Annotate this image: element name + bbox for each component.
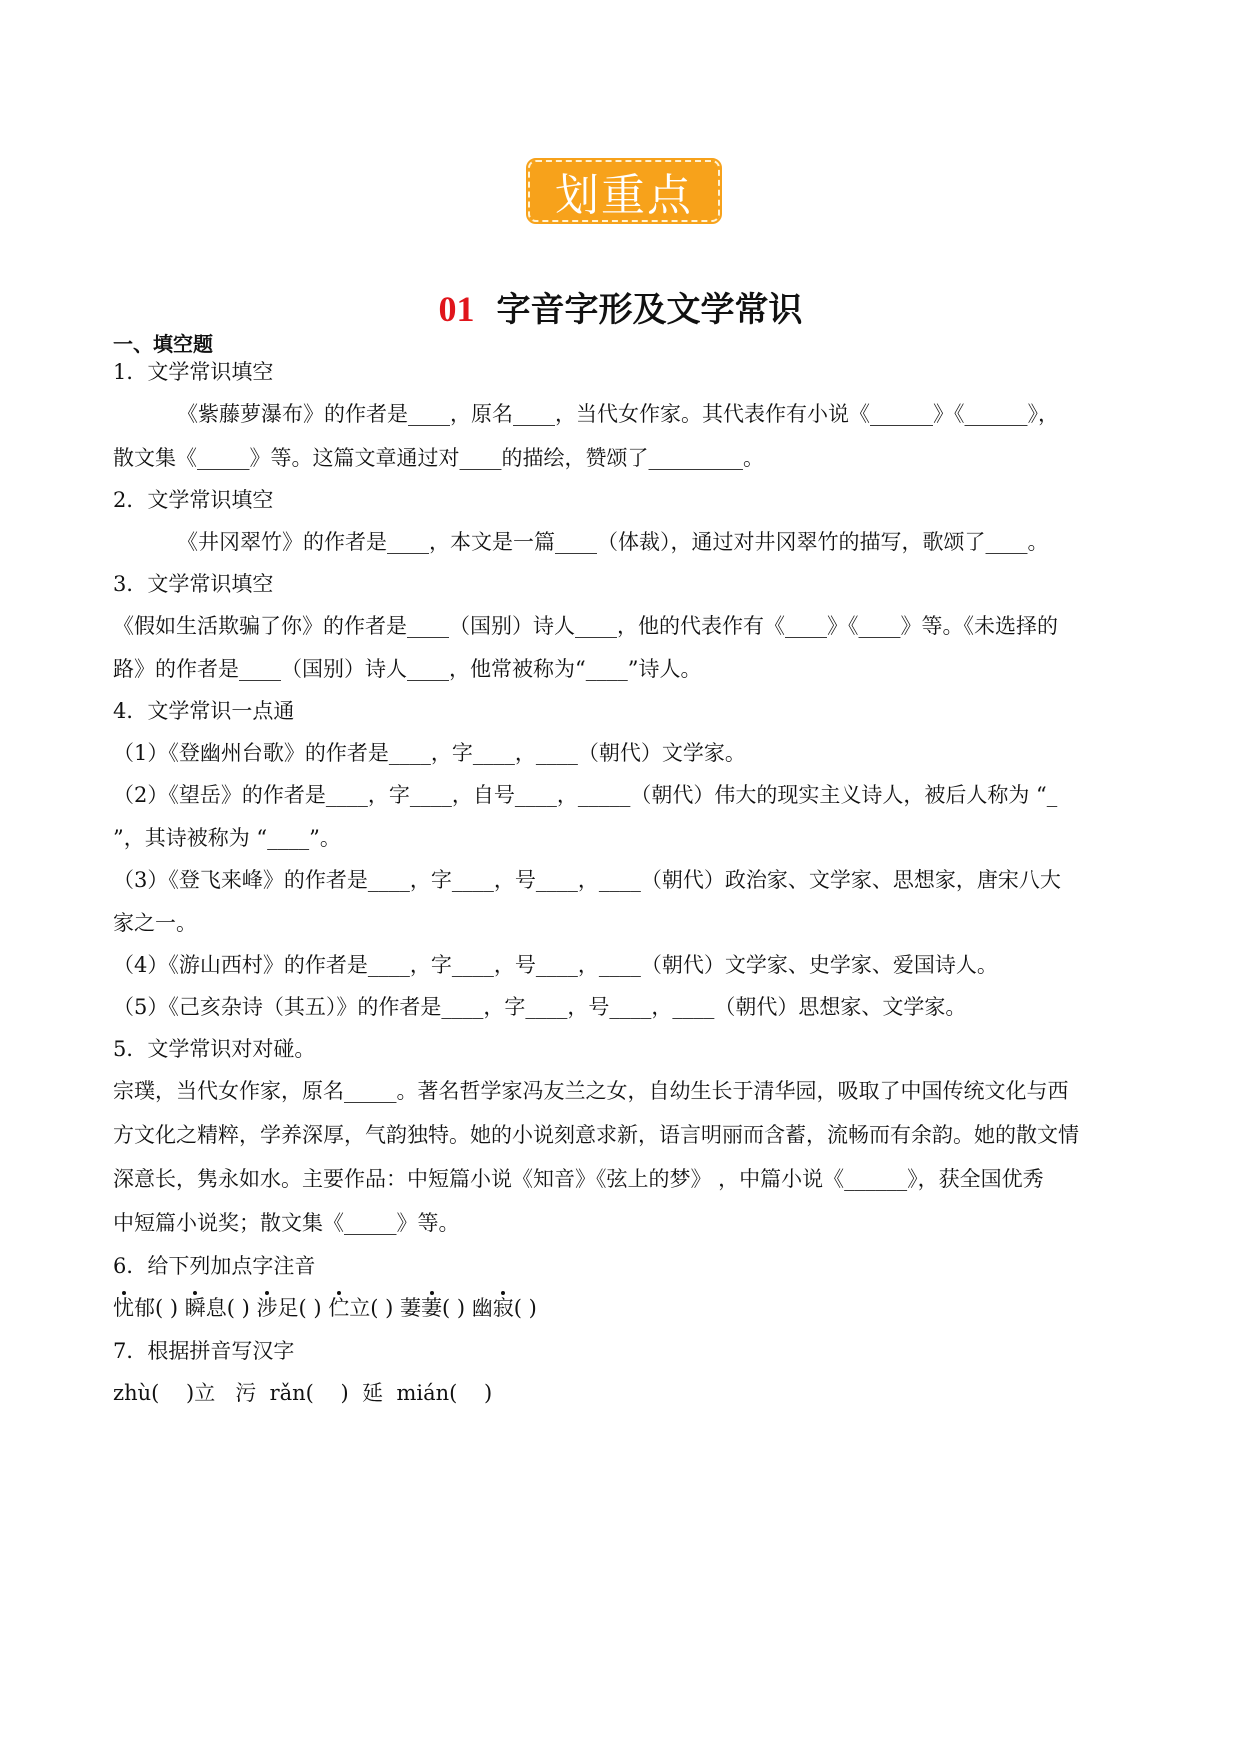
q7-items: zhù( )立 污 rǎn( ) 延 mián( ) xyxy=(113,1381,493,1405)
q5-line-4: 中短篇小说奖；散文集《_____》等。 xyxy=(113,1211,460,1235)
q6-item-rest: 息( ) xyxy=(205,1296,257,1320)
q4-heading: 4．文学常识一点通 xyxy=(113,699,295,723)
q5-line-1: 宗璞，当代女作家，原名_____。著名哲学家冯友兰之女，自幼生长于清华园，吸取了中国传统文化与西 xyxy=(113,1079,1069,1103)
q6-item xyxy=(185,1296,257,1320)
dotted-char: 伫 xyxy=(328,1296,350,1320)
q6-item-rest: 足( ) xyxy=(277,1296,329,1320)
q5-line-2: 方文化之精粹，学养深厚，气韵独特。她的小说刻意求新，语言明丽而含蓄，流畅而有余韵。她的散文情 xyxy=(113,1123,1079,1147)
q5-line-3: 深意长，隽永如水。主要作品：中短篇小说《知音》《弦上的梦》 ，中篇小说《______》，获全国优秀 xyxy=(113,1167,1044,1191)
page-title xyxy=(0,282,1241,331)
highlight-badge xyxy=(528,160,720,222)
q4-item-2-line-2: ”，其诗被称为 “____”。 xyxy=(113,826,341,850)
q6-item xyxy=(113,1296,185,1320)
q1-heading: 1．文学常识填空 xyxy=(113,360,274,384)
q2-heading: 2．文学常识填空 xyxy=(113,488,274,512)
q6-item xyxy=(472,1296,537,1320)
badge-label: 划重点 xyxy=(555,170,693,221)
q7-heading: 7．根据拼音写汉字 xyxy=(113,1339,295,1363)
dotted-char: 寂 xyxy=(492,1296,514,1320)
q6-heading: 6．给下列加点字注音 xyxy=(113,1254,316,1278)
q6-item xyxy=(328,1296,400,1320)
q4-item-4: （4）《游山西村》的作者是____，字____，号____，____（朝代）文学家、史学家、爱国诗人。 xyxy=(113,953,998,977)
q6-item-rest: ( ) xyxy=(513,1296,537,1320)
q6-items xyxy=(113,1294,537,1322)
q5-heading: 5．文学常识对对碰。 xyxy=(113,1037,316,1061)
q4-item-2-line-1: （2）《望岳》的作者是____，字____，自号____，_____（朝代）伟大的现实主义诗人，被后人称为 “_ xyxy=(113,783,1058,807)
q1-line-2: 散文集《_____》等。这篇文章通过对____的描绘，赞颂了_________。 xyxy=(113,446,764,470)
q6-item xyxy=(257,1296,329,1320)
q6-item-rest: 立( ) xyxy=(349,1296,400,1320)
q3-heading: 3．文学常识填空 xyxy=(113,572,274,596)
dotted-char: 萋 xyxy=(421,1296,442,1320)
q4-item-3-line-1: （3）《登飞来峰》的作者是____，字____，号____，____（朝代）政治家、文学家、思想家，唐宋八大 xyxy=(113,868,1061,892)
lead-char: 幽 xyxy=(471,1296,493,1320)
dotted-char: 瞬 xyxy=(184,1296,206,1320)
title-number: 01 xyxy=(438,289,475,329)
dotted-char: 涉 xyxy=(256,1296,278,1320)
q6-item xyxy=(400,1296,472,1320)
title-text: 字音字形及文学常识 xyxy=(496,290,803,330)
q4-item-1: （1）《登幽州台歌》的作者是____，字____，____（朝代）文学家。 xyxy=(113,741,746,765)
lead-char: 萋 xyxy=(400,1296,421,1320)
q1-line-1: 《紫藤萝瀑布》的作者是____，原名____，当代女作家。其代表作有小说《______》《______》， xyxy=(177,402,1059,426)
q6-item-rest: ( ) xyxy=(442,1296,472,1320)
q2-line-1: 《井冈翠竹》的作者是____，本文是一篇____（体裁），通过对井冈翠竹的描写，歌颂了____。 xyxy=(177,530,1049,554)
q4-item-5: （5）《己亥杂诗（其五）》的作者是____，字____，号____，____（朝代）思想家、文学家。 xyxy=(113,995,967,1019)
q6-item-rest: 郁( ) xyxy=(134,1296,185,1320)
q4-item-3-line-2: 家之一。 xyxy=(113,911,197,935)
q3-line-1: 《假如生活欺骗了你》的作者是____（国别）诗人____，他的代表作有《____》《____》等。《未选择的 xyxy=(113,614,1058,638)
dotted-char: 忧 xyxy=(113,1296,134,1320)
section-heading: 一、填空题 xyxy=(113,332,213,356)
q3-line-2: 路》的作者是____（国别）诗人____，他常被称为“____”诗人。 xyxy=(113,657,702,681)
